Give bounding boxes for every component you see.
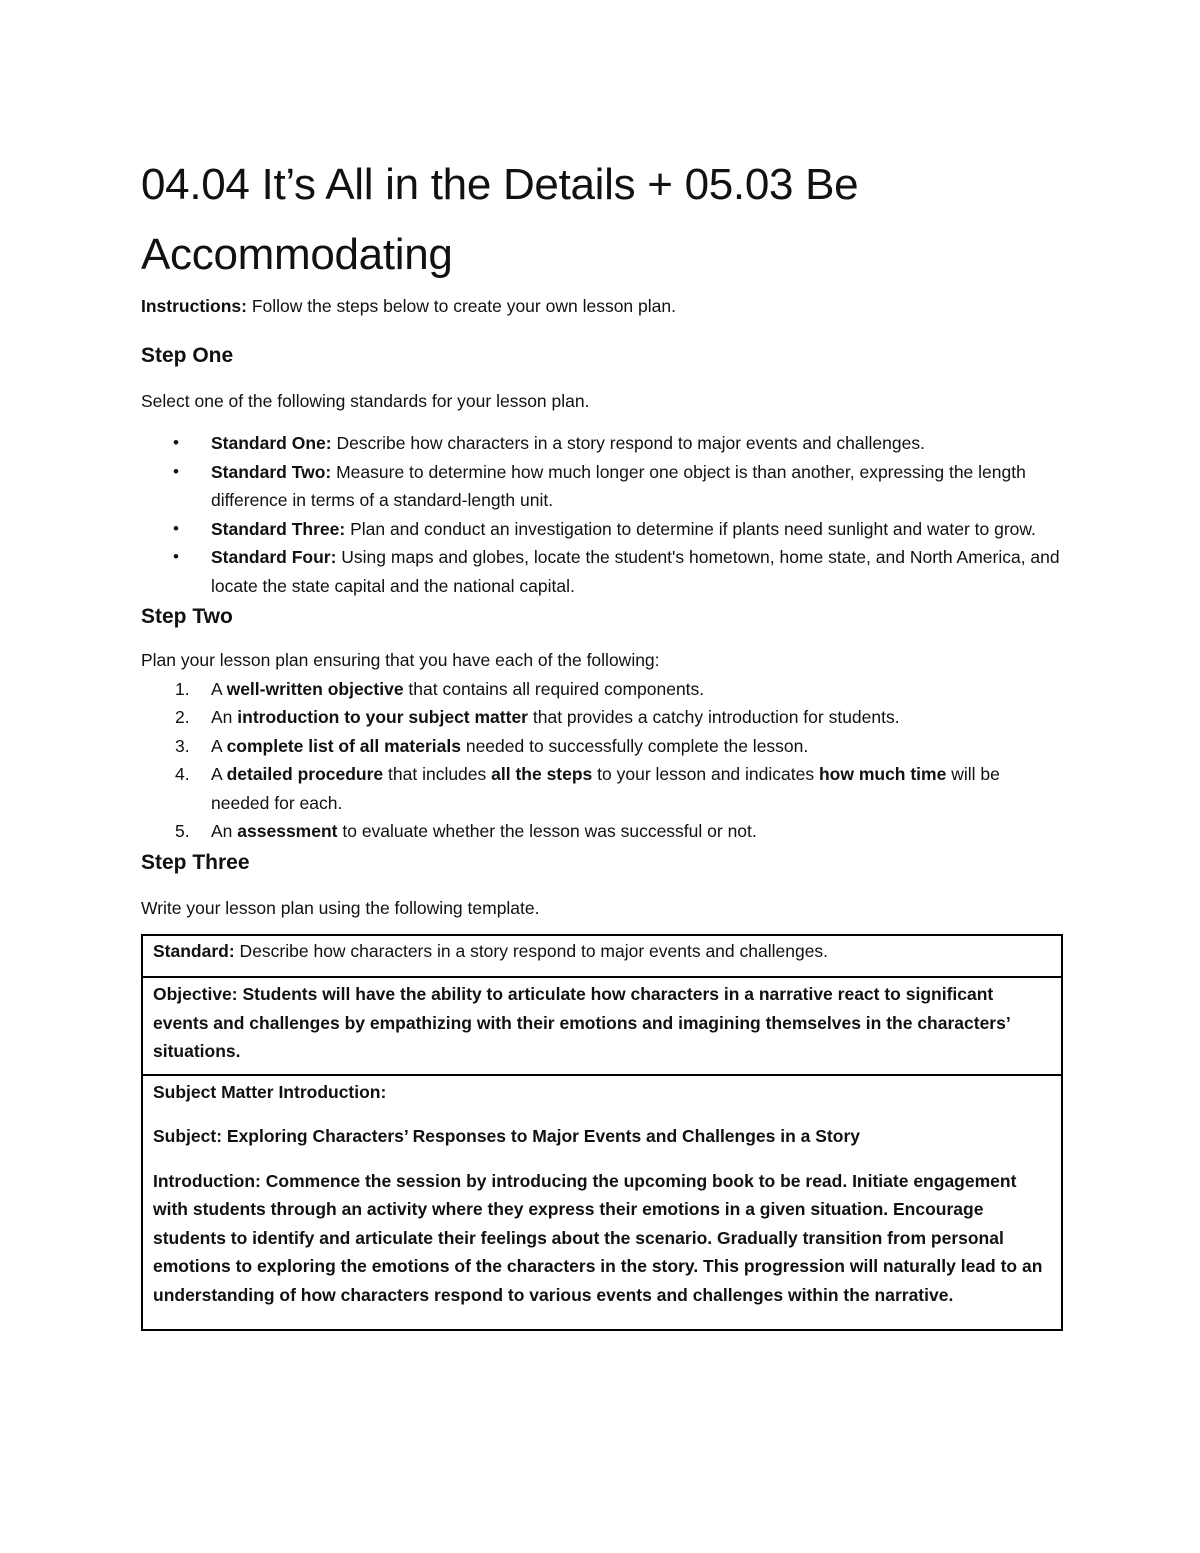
standard-text: Plan and conduct an investigation to determine if plants need sunlight and water to grow. xyxy=(345,518,1036,539)
requirement-item xyxy=(141,732,1063,761)
req-bold: how much time xyxy=(818,764,947,784)
standard-item xyxy=(141,429,1063,458)
instructions-label: Instructions: xyxy=(141,296,247,316)
template-introduction: Introduction: Commence the session by introducing the upcoming book to be read. Initiate engagement with students through an activity where they express their emotions in a given situation. Encourage students to identify and articulate their feelings about the scenario. Gradually transition from personal emotions to exploring the emotions of the characters in the story. This progression will naturally lead to an understanding of how characters respond to various events and challenges within the narrative. xyxy=(153,1170,1043,1305)
req-text: An xyxy=(211,707,238,727)
req-text: to your lesson and indicates xyxy=(592,764,819,784)
req-text: A xyxy=(211,764,227,784)
list-number: 4. xyxy=(175,764,190,784)
standard-text: Using maps and globes, locate the student's hometown, home state, and North America, and locate the state capital and the national capital. xyxy=(211,547,1060,596)
req-text: that provides a catchy introduction for students. xyxy=(528,707,900,727)
standard-text: Describe how characters in a story respond to major events and challenges. xyxy=(331,433,925,453)
req-text: A xyxy=(211,735,227,756)
instructions-text: Follow the steps below to create your own lesson plan. xyxy=(246,296,676,316)
req-text: will be needed for each. xyxy=(211,764,1000,813)
req-text: An xyxy=(211,821,238,841)
list-number: 2. xyxy=(175,707,190,727)
instructions-line xyxy=(141,292,1063,321)
step-three-heading: Step Three xyxy=(141,850,250,874)
req-text: A xyxy=(211,678,227,699)
standards-list xyxy=(141,429,1063,600)
document-title: 04.04 It’s All in the Details + 05.03 Be Accommodating xyxy=(141,160,859,279)
requirement-item xyxy=(141,817,1063,846)
template-objective: Objective: Students will have the ability to articulate how characters in a narrative react to significant events and challenges by empathizing with their emotions and imagining themselves in the characters’ situations. xyxy=(153,984,1010,1061)
template-standard-row xyxy=(143,936,1061,978)
req-bold: all the steps xyxy=(491,764,593,784)
step-two-heading: Step Two xyxy=(141,605,233,628)
req-bold: complete list of all materials xyxy=(226,735,461,756)
bullet-icon: • xyxy=(173,518,179,538)
standard-item xyxy=(141,458,1063,515)
requirement-item xyxy=(141,760,1063,817)
standard-item xyxy=(141,543,1063,600)
req-text: that includes xyxy=(383,764,492,784)
standard-text: Measure to determine how much longer one object is than another, expressing the length difference in terms of a standard-length unit. xyxy=(211,461,1026,510)
req-text: that contains all required components. xyxy=(403,678,705,699)
step-two-intro: Plan your lesson plan ensuring that you have each of the following: xyxy=(141,650,660,670)
template-subject-matter-heading: Subject Matter Introduction: xyxy=(153,1081,387,1102)
bullet-icon: • xyxy=(173,461,179,481)
req-text: needed to successfully complete the lesson. xyxy=(460,735,809,756)
standard-label: Standard Three: xyxy=(211,518,346,539)
list-number: 3. xyxy=(175,735,190,756)
requirement-item xyxy=(141,675,1063,704)
requirements-list xyxy=(141,675,1063,846)
req-bold: introduction to your subject matter xyxy=(237,707,528,727)
req-bold: detailed procedure xyxy=(226,764,384,784)
standard-label: Standard Four: xyxy=(211,547,337,567)
req-text: to evaluate whether the lesson was successful or not. xyxy=(337,821,757,841)
req-bold: well-written objective xyxy=(226,678,404,699)
template-standard-text: Describe how characters in a story respond to major events and challenges. xyxy=(234,941,829,961)
template-subject-row xyxy=(143,1076,1061,1330)
step-three-intro: Write your lesson plan using the following template. xyxy=(141,897,540,918)
step-one-intro: Select one of the following standards for your lesson plan. xyxy=(141,390,590,411)
template-subject: Subject: Exploring Characters’ Responses to Major Events and Challenges in a Story xyxy=(153,1126,860,1146)
standard-label: Standard Two: xyxy=(211,461,332,482)
template-standard-label: Standard: xyxy=(153,941,235,961)
requirement-item xyxy=(141,703,1063,732)
document-page xyxy=(141,150,1063,1331)
standard-item xyxy=(141,515,1063,544)
template-standard xyxy=(153,937,1051,966)
list-number: 1. xyxy=(175,678,190,699)
bullet-icon: • xyxy=(173,433,179,452)
template-objective-row xyxy=(143,978,1061,1076)
step-one-heading: Step One xyxy=(141,343,234,367)
lesson-plan-template xyxy=(141,934,1063,1331)
req-bold: assessment xyxy=(237,821,338,841)
standard-label: Standard One: xyxy=(211,433,332,453)
list-number: 5. xyxy=(175,821,190,841)
bullet-icon: • xyxy=(173,547,179,566)
